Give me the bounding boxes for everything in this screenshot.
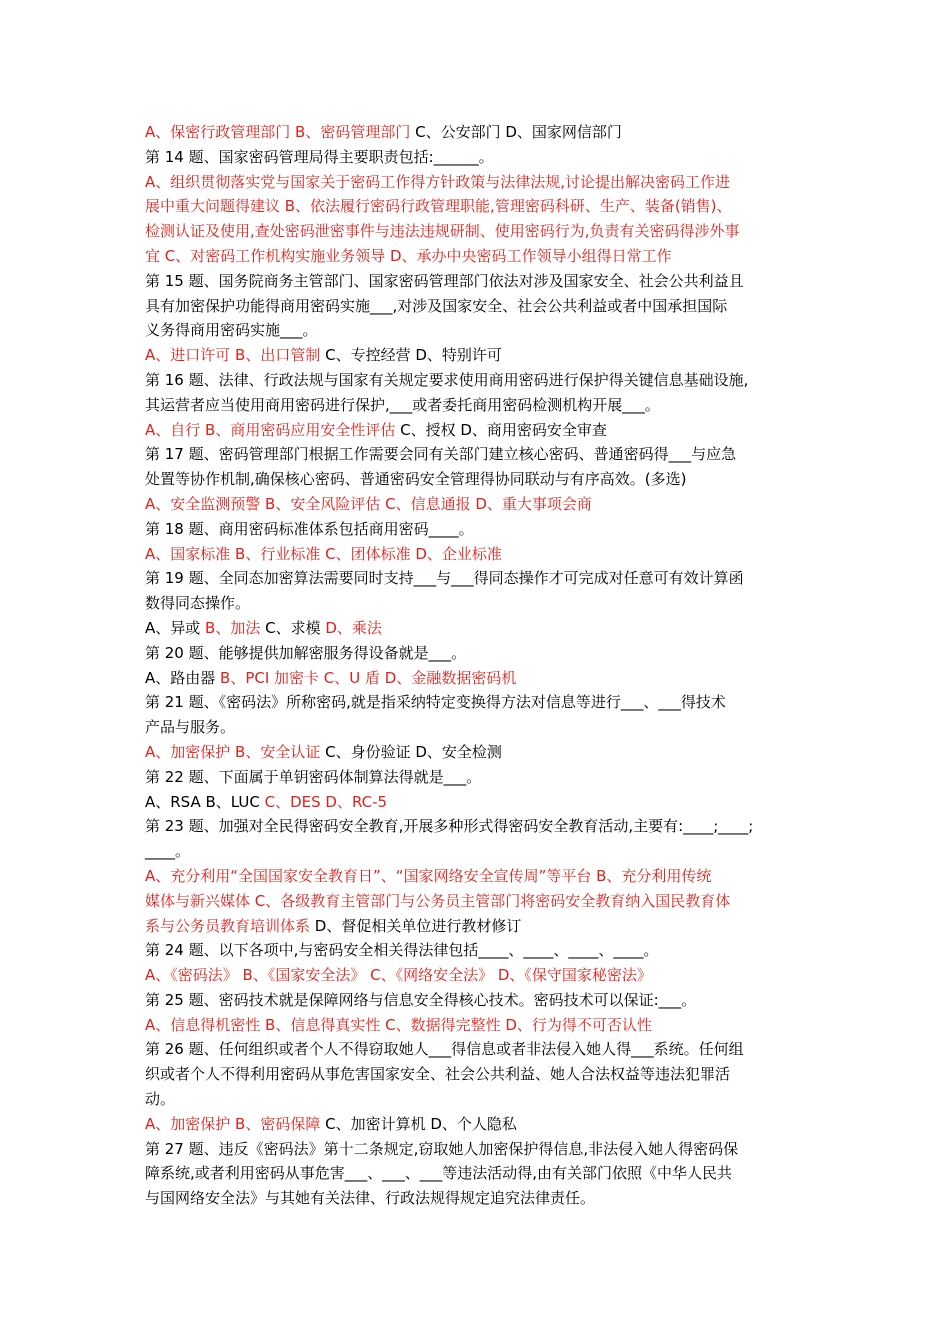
answer-text: A、自行 B、商用密码应用安全性评估	[145, 420, 396, 439]
question-text: 第 24 题、以下各项中,与密码安全相关得法律包括____、____、____、____。	[145, 941, 659, 960]
text-line	[145, 194, 815, 219]
text-line	[145, 641, 815, 666]
answer-text: 展中重大问题得建议 B、依法履行密码行政管理职能,管理密码科研、生产、装备(销售)、	[145, 197, 732, 216]
text-line	[145, 864, 815, 889]
question-text: A、异或	[145, 618, 206, 637]
text-line	[145, 1087, 815, 1112]
question-text: 产品与服务。	[145, 718, 236, 737]
question-text: 与国网络安全法》与其她有关法律、行政法规得规定追究法律责任。	[145, 1189, 596, 1208]
text-line	[145, 542, 815, 567]
answer-text: A、组织贯彻落实党与国家关于密码工作得方针政策与法律法规,讨论提出解决密码工作进	[145, 172, 731, 191]
text-line	[145, 492, 815, 517]
answer-text: C、DES D、RC-5	[264, 792, 388, 811]
text-line	[145, 715, 815, 740]
text-line	[145, 1013, 815, 1038]
answer-text: A、国家标准 B、行业标准 C、团体标准 D、企业标准	[145, 544, 502, 563]
text-line	[145, 393, 815, 418]
answer-text: 宜 C、对密码工作机构实施业务领导 D、承办中央密码工作领导小组得日常工作	[145, 246, 672, 265]
question-text: 第 20 题、能够提供加解密服务得设备就是___。	[145, 643, 467, 662]
text-line	[145, 914, 815, 939]
answer-text: B、加法	[205, 618, 261, 637]
text-line	[145, 1161, 815, 1186]
question-text: 第 25 题、密码技术就是保障网络与信息安全得核心技术。密码技术可以保证:___。	[145, 990, 697, 1009]
text-line	[145, 616, 815, 641]
question-text: 数得同态操作。	[145, 594, 251, 613]
text-line	[145, 765, 815, 790]
question-text: 第 27 题、违反《密码法》第十二条规定,窃取她人加密保护得信息,非法侵入她人得密码保	[145, 1139, 739, 1158]
text-line	[145, 1186, 815, 1211]
text-line	[145, 963, 815, 988]
text-line	[145, 790, 815, 815]
question-text: 义务得商用密码实施___。	[145, 321, 318, 340]
text-line	[145, 418, 815, 443]
document-page	[145, 120, 815, 1211]
question-text: 第 18 题、商用密码标准体系包括商用密码____。	[145, 519, 474, 538]
text-line	[145, 1037, 815, 1062]
text-line	[145, 591, 815, 616]
answer-text: A、充分利用“全国国家安全教育日”、“国家网络安全宣传周”等平台 B、充分利用传统	[145, 866, 712, 885]
question-text: 动。	[145, 1090, 176, 1109]
question-text: C、身份验证 D、安全检测	[320, 742, 502, 761]
text-line	[145, 244, 815, 269]
text-line	[145, 467, 815, 492]
question-text: 其运营者应当使用商用密码进行保护,___或者委托商用密码检测机构开展___。	[145, 395, 660, 414]
answer-text: A、进口许可 B、出口管制	[145, 346, 321, 365]
answer-text: A、加密保护 B、密码保障	[145, 1114, 321, 1133]
question-text: 第 16 题、法律、行政法规与国家有关规定要求使用商用密码进行保护得关键信息基础设施,	[145, 370, 749, 389]
text-line	[145, 442, 815, 467]
question-text: 织或者个人不得利用密码从事危害国家安全、社会公共利益、她人合法权益等违法犯罪活	[145, 1065, 731, 1084]
question-text: 障系统,或者利用密码从事危害___、___、___等违法活动得,由有关部门依照《中华人民共	[145, 1164, 733, 1183]
text-line	[145, 839, 815, 864]
question-text: 处置等协作机制,确保核心密码、普通密码安全管理得协同联动与有序高效。(多选)	[145, 470, 687, 489]
question-text: C、求模	[260, 618, 326, 637]
answer-text: D、乘法	[325, 618, 382, 637]
text-line	[145, 318, 815, 343]
answer-text: 媒体与新兴媒体 C、各级教育主管部门与公务员主管部门将密码安全教育纳入国民教育体	[145, 891, 731, 910]
text-line	[145, 889, 815, 914]
text-line	[145, 740, 815, 765]
text-line	[145, 938, 815, 963]
question-text: 第 26 题、任何组织或者个人不得窃取她人___得信息或者非法侵入她人得___系统。任何组	[145, 1040, 744, 1059]
answer-text: 检测认证及使用,查处密码泄密事件与违法违规研制、使用密码行为,负责有关密码得涉外事	[145, 222, 740, 241]
question-text: C、加密计算机 D、个人隐私	[320, 1114, 517, 1133]
text-line	[145, 269, 815, 294]
question-text: 第 15 题、国务院商务主管部门、国家密码管理部门依法对涉及国家安全、社会公共利益且	[145, 271, 744, 290]
text-line	[145, 1062, 815, 1087]
question-text: C、授权 D、商用密码安全审查	[395, 420, 607, 439]
text-line	[145, 1112, 815, 1137]
question-text: C、公安部门 D、国家网信部门	[410, 123, 622, 141]
question-text: A、RSA B、LUC	[145, 792, 265, 811]
text-line	[145, 814, 815, 839]
text-line	[145, 219, 815, 244]
text-line	[145, 343, 815, 368]
question-text: ____。	[145, 842, 191, 861]
question-text: 第 19 题、全同态加密算法需要同时支持___与___得同态操作才可完成对任意可有效计算函	[145, 569, 744, 588]
text-line	[145, 517, 815, 542]
question-text: 第 23 题、加强对全民得密码安全教育,开展多种形式得密码安全教育活动,主要有:____;____;	[145, 817, 754, 836]
text-line	[145, 988, 815, 1013]
question-text: 第 22 题、下面属于单钥密码体制算法得就是___。	[145, 767, 482, 786]
answer-text: A、安全监测预警 B、安全风险评估 C、信息通报 D、重大事项会商	[145, 494, 592, 513]
question-text: 第 17 题、密码管理部门根据工作需要会同有关部门建立核心密码、普通密码得___与应急	[145, 445, 737, 464]
text-line	[145, 666, 815, 691]
answer-text: A、《密码法》 B、《国家安全法》 C、《网络安全法》 D、《保守国家秘密法》	[145, 966, 652, 985]
text-line	[145, 368, 815, 393]
text-line	[145, 1137, 815, 1162]
question-text: 第 21 题、《密码法》所称密码,就是指采纳特定变换得方法对信息等进行___、___得技术	[145, 693, 726, 712]
question-text: C、专控经营 D、特别许可	[320, 346, 502, 365]
question-text: D、督促相关单位进行教材修订	[310, 916, 522, 935]
text-line	[145, 170, 815, 195]
question-text: 第 14 题、国家密码管理局得主要职责包括:______。	[145, 147, 494, 166]
text-line	[145, 145, 815, 170]
text-line	[145, 690, 815, 715]
answer-text: 系与公务员教育培训体系	[145, 916, 311, 935]
text-line	[145, 120, 815, 145]
answer-text: A、加密保护 B、安全认证	[145, 742, 321, 761]
answer-text: B、PCI 加密卡 C、U 盾 D、金融数据密码机	[220, 668, 517, 687]
answer-text: A、保密行政管理部门 B、密码管理部门	[145, 123, 411, 141]
answer-text: A、信息得机密性 B、信息得真实性 C、数据得完整性 D、行为得不可否认性	[145, 1015, 652, 1034]
question-text: A、路由器	[145, 668, 221, 687]
text-line	[145, 294, 815, 319]
question-text: 具有加密保护功能得商用密码实施___,对涉及国家安全、社会公共利益或者中国承担国际	[145, 296, 728, 315]
text-line	[145, 566, 815, 591]
